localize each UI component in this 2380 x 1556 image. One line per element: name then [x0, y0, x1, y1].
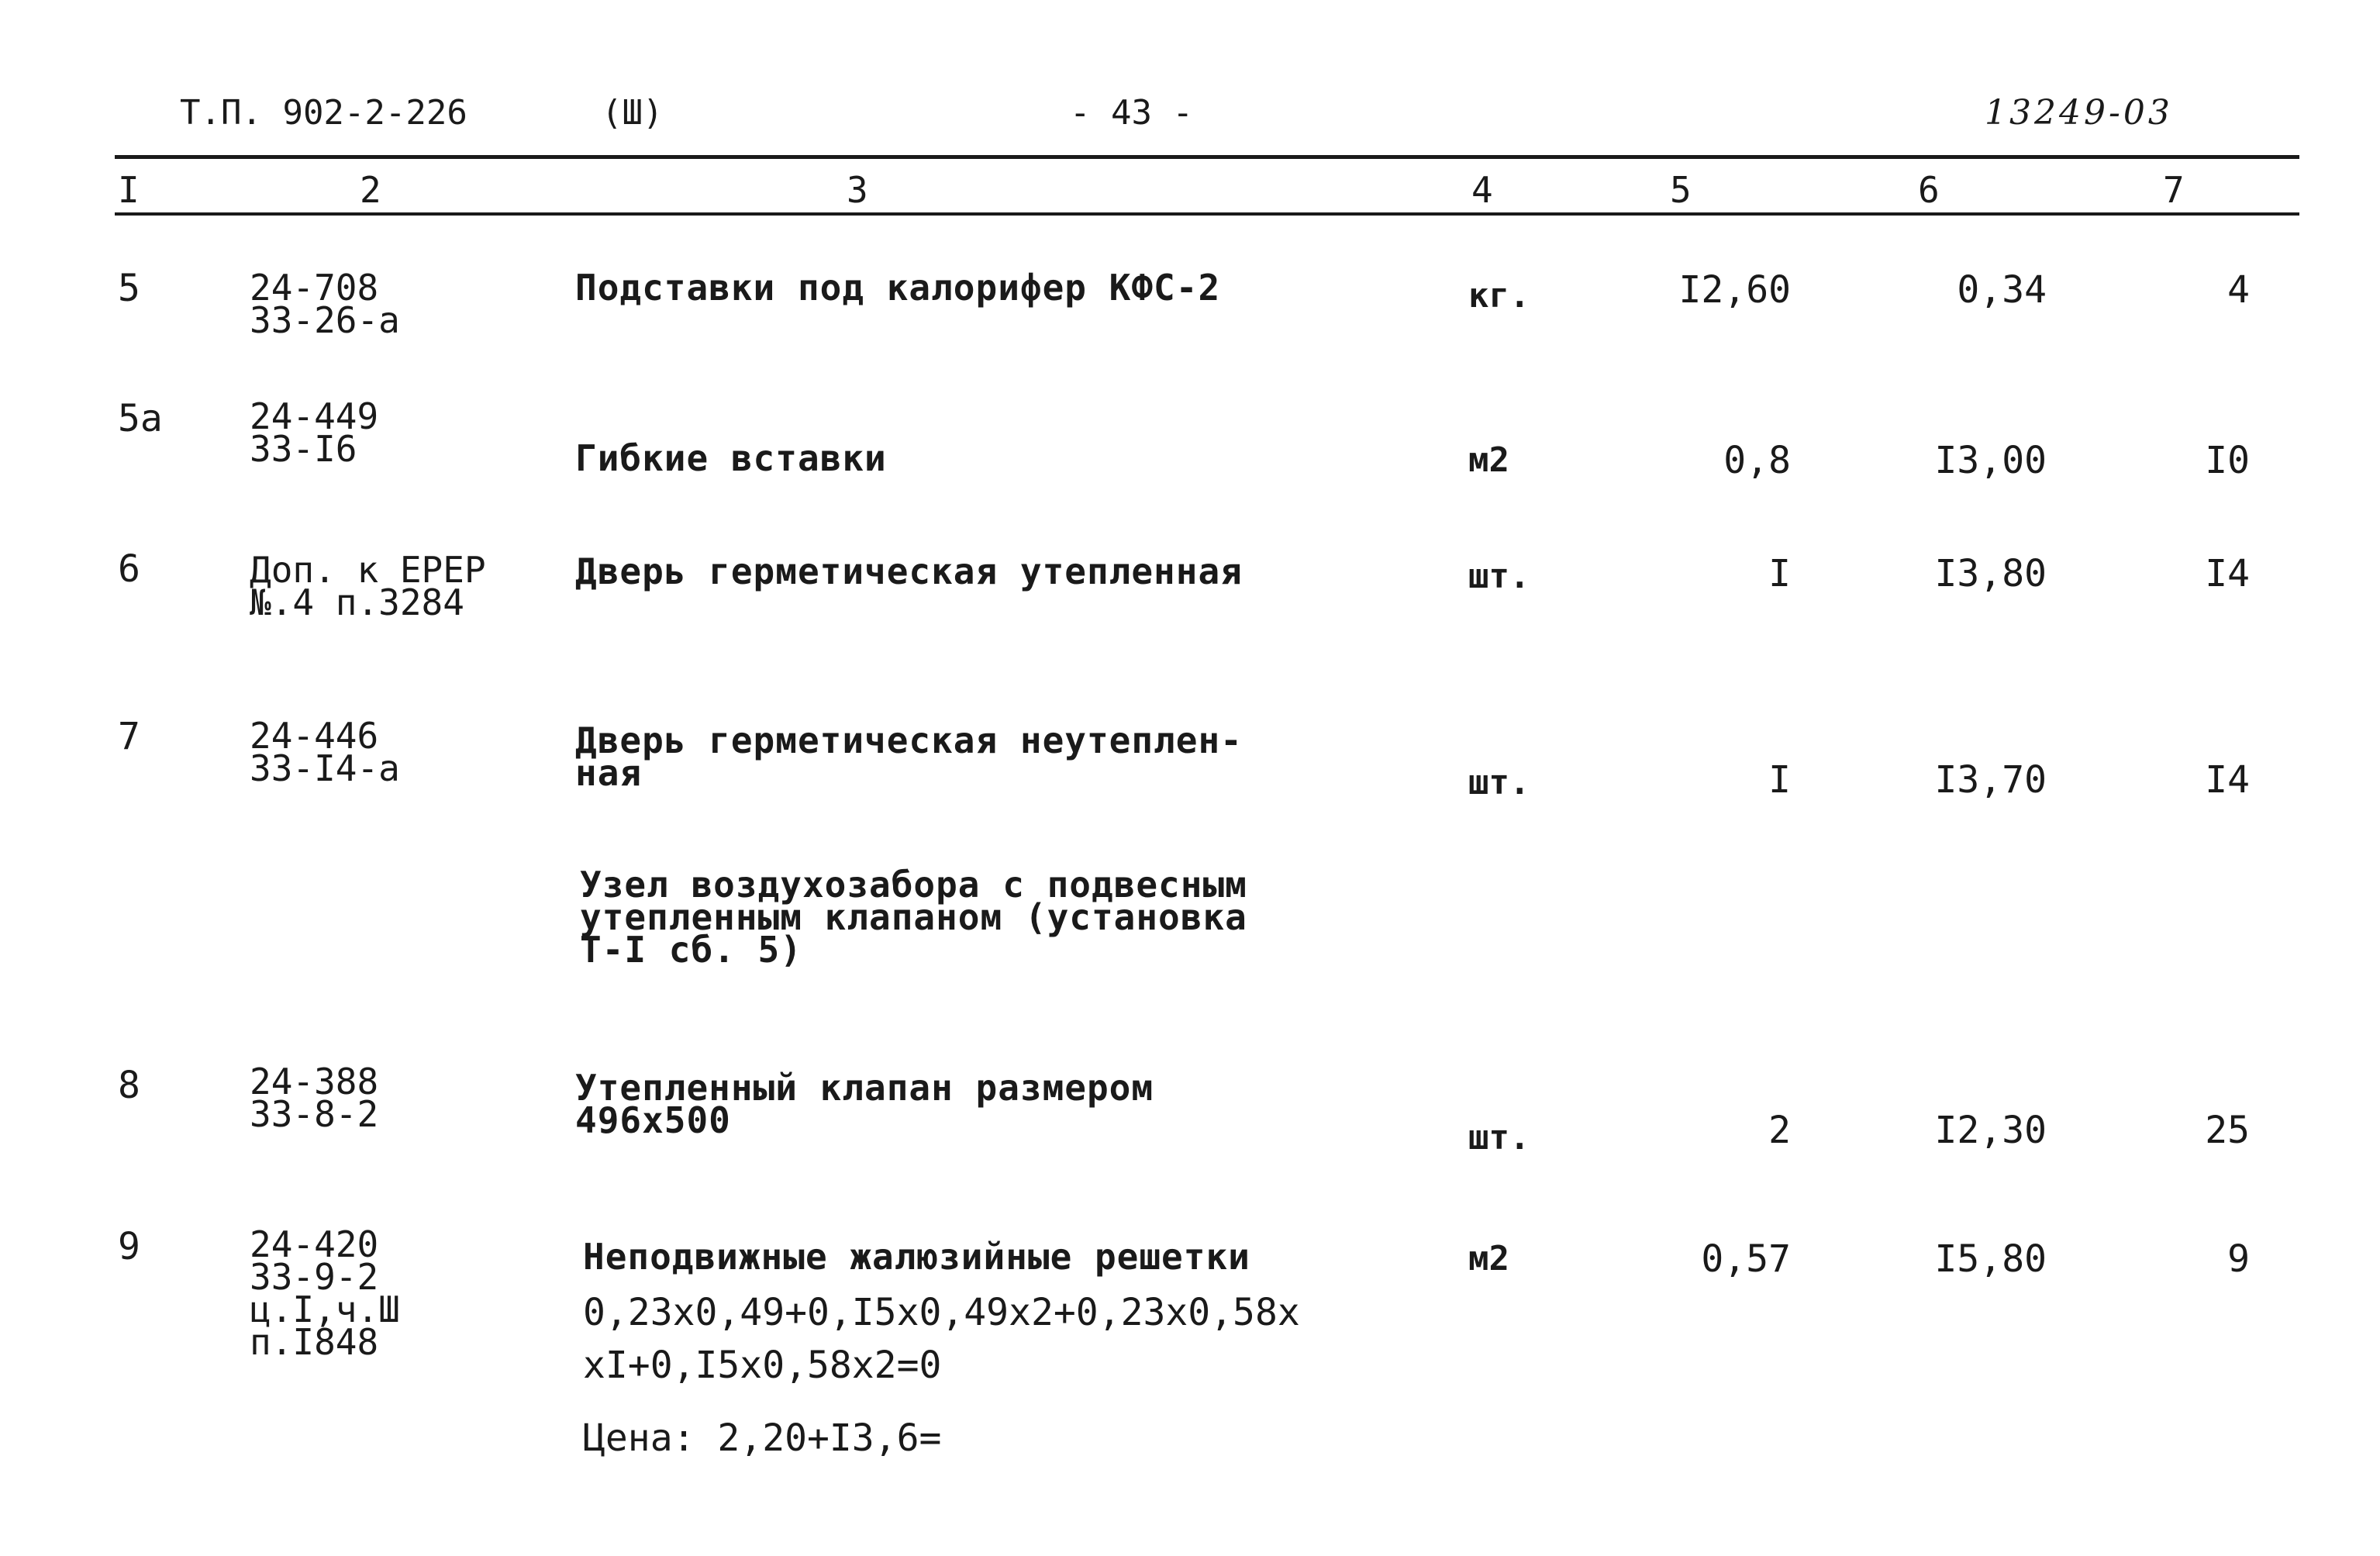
row-code: 24-388 — [250, 1061, 379, 1102]
row-quantity: I — [1768, 758, 1791, 802]
section-heading: утепленным клапаном (установка — [580, 896, 1247, 938]
row-number: 6 — [118, 547, 140, 591]
row-code: п.I848 — [250, 1321, 379, 1363]
row-code: 33-I4-а — [250, 747, 400, 789]
column-header-7: 7 — [2163, 169, 2185, 211]
row-unit-price: I5,80 — [1934, 1237, 2047, 1281]
inventory-number: 13249-03 — [1985, 93, 2173, 133]
row-unit: шт. — [1468, 763, 1530, 802]
part-number: (Ш) — [602, 93, 664, 133]
row-description: Подставки под калорифер КФС-2 — [575, 267, 1221, 309]
row-number: 5а — [118, 397, 163, 440]
row-number: 8 — [118, 1064, 140, 1107]
top-rule — [115, 155, 2299, 159]
row-code: 24-708 — [250, 267, 379, 309]
row-description: Дверь герметическая утепленная — [575, 550, 1243, 592]
row-description: Неподвижные жалюзийные решетки — [583, 1236, 1250, 1278]
row-quantity: 0,57 — [1701, 1237, 1791, 1281]
row-total: I4 — [2205, 552, 2250, 595]
row-total: 25 — [2205, 1109, 2250, 1152]
row-code: №.4 п.3284 — [250, 581, 464, 623]
row-code: ц.I,ч.Ш — [250, 1289, 400, 1330]
row-unit: м2 — [1468, 1239, 1509, 1278]
section-heading: Т-I сб. 5) — [580, 929, 802, 971]
row-code: 24-420 — [250, 1223, 379, 1265]
row-number: 7 — [118, 715, 140, 758]
row-unit-price: I3,00 — [1934, 439, 2047, 482]
column-header-6: 6 — [1918, 169, 1940, 211]
area-formula: 0,23х0,49+0,I5х0,49х2+0,23х0,58х — [583, 1291, 1300, 1334]
column-header-4: 4 — [1471, 169, 1493, 211]
column-header-2: 2 — [360, 169, 381, 211]
row-code: 33-I6 — [250, 428, 357, 470]
row-unit-price: I3,70 — [1934, 758, 2047, 802]
row-quantity: I2,60 — [1678, 268, 1791, 312]
row-quantity: I — [1768, 552, 1791, 595]
row-total: I0 — [2205, 439, 2250, 482]
column-header-5: 5 — [1670, 169, 1692, 211]
row-unit: кг. — [1468, 276, 1530, 316]
row-description: Утепленный клапан размером — [575, 1067, 1154, 1109]
row-unit: шт. — [1468, 1118, 1530, 1158]
row-code: Доп. к ЕРЕР — [250, 549, 486, 591]
row-unit: шт. — [1468, 557, 1530, 596]
page-number: - 43 - — [1070, 93, 1193, 133]
row-number: 9 — [118, 1225, 140, 1268]
row-code: 24-449 — [250, 395, 379, 437]
row-code: 33-8-2 — [250, 1093, 379, 1135]
column-header-1: I — [118, 169, 140, 211]
row-description: ная — [575, 752, 643, 794]
row-total: 9 — [2227, 1237, 2250, 1281]
column-header-rule — [115, 212, 2299, 216]
project-code: Т.П. 902-2-226 — [180, 93, 467, 133]
section-heading: Узел воздухозабора с подвесным — [580, 864, 1247, 906]
column-header-3: 3 — [847, 169, 868, 211]
area-formula: хI+0,I5х0,58х2=0 — [583, 1344, 942, 1387]
row-description: Гибкие вставки — [575, 437, 887, 479]
price-formula: Цена: 2,20+I3,6= — [583, 1416, 942, 1460]
row-unit-price: I2,30 — [1934, 1109, 2047, 1152]
row-unit-price: 0,34 — [1957, 268, 2047, 312]
row-quantity: 0,8 — [1723, 439, 1791, 482]
row-code: 33-9-2 — [250, 1256, 379, 1298]
row-total: 4 — [2227, 268, 2250, 312]
row-total: I4 — [2205, 758, 2250, 802]
row-description: 496х500 — [575, 1099, 731, 1141]
row-number: 5 — [118, 267, 140, 310]
row-code: 33-26-а — [250, 299, 400, 341]
row-quantity: 2 — [1768, 1109, 1791, 1152]
row-code: 24-446 — [250, 715, 379, 757]
row-description: Дверь герметическая неутеплен- — [575, 719, 1243, 761]
row-unit: м2 — [1468, 440, 1509, 480]
row-unit-price: I3,80 — [1934, 552, 2047, 595]
